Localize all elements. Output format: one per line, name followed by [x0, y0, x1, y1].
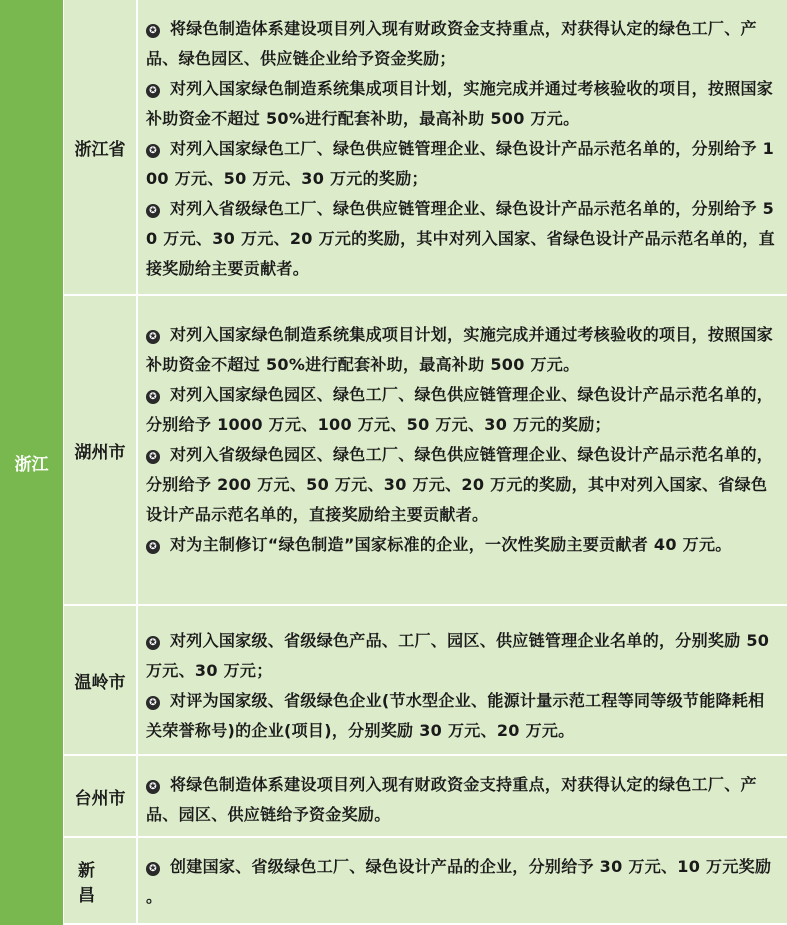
city-cell-wenling: 温岭市	[64, 606, 138, 756]
city-cell-zhejiang: 浙江省	[64, 0, 138, 296]
policy-cell-zhejiang	[138, 0, 787, 296]
star-in-circle-icon: ✪	[146, 862, 160, 876]
city-cell-xinchang: 新昌	[64, 838, 138, 925]
star-in-circle-icon: ✪	[146, 390, 160, 404]
policy-item: ✪ 对列入国家级、省级绿色产品、工厂、园区、供应链管理企业名单的，分别奖励 50 万元、30 万元；	[146, 631, 770, 680]
policy-item: ✪ 对列入国家绿色制造系统集成项目计划，实施完成并通过考核验收的项目，按照国家补助资金不超过 50%进行配套补助，最高补助 500 万元。	[146, 325, 774, 374]
city-cell-taizhou: 台州市	[64, 756, 138, 838]
policy-item: ✪ 对为主制修订“绿色制造”国家标准的企业，一次性奖励主要贡献者 40 万元。	[146, 530, 777, 560]
policy-item: ✪ 创建国家、省级绿色工厂、绿色设计产品的企业，分别给予 30 万元、10 万元奖励 。	[146, 857, 772, 906]
policy-item: ✪ 对列入国家绿色制造系统集成项目计划，实施完成并通过考核验收的项目，按照国家补助资金不超过 50%进行配套补助，最高补助 500 万元。	[146, 79, 774, 128]
star-in-circle-icon: ✪	[146, 696, 160, 710]
star-in-circle-icon: ✪	[146, 330, 160, 344]
star-in-circle-icon: ✪	[146, 204, 160, 218]
policy-cell-taizhou	[138, 756, 787, 838]
policy-item: ✪ 对评为国家级、省级绿色企业(节水型企业、能源计量示范工程等同等级节能降耗相关荣誉称号)的企业(项目)，分别奖励 30 万元、20 万元。	[146, 691, 765, 740]
policy-item: ✪ 对列入国家绿色园区、绿色工厂、绿色供应链管理企业、绿色设计产品示范名单的，分别给予 1000 万元、100 万元、50 万元、30 万元的奖励；	[146, 385, 774, 434]
star-in-circle-icon: ✪	[146, 780, 160, 794]
province-cell: 浙江	[0, 0, 64, 925]
star-in-circle-icon: ✪	[146, 636, 160, 650]
star-in-circle-icon: ✪	[146, 450, 160, 464]
policy-item: ✪ 对列入国家绿色工厂、绿色供应链管理企业、绿色设计产品示范名单的，分别给予 100 万元、50 万元、30 万元的奖励；	[146, 139, 775, 188]
policy-item: ✪ 对列入省级绿色工厂、绿色供应链管理企业、绿色设计产品示范名单的，分别给予 50 万元、30 万元、20 万元的奖励，其中对列入国家、省绿色设计产品示范名单的，直接奖励给主要贡献者。	[146, 199, 775, 278]
policy-item: ✪ 将绿色制造体系建设项目列入现有财政资金支持重点，对获得认定的绿色工厂、产品、绿色园区、供应链企业给予资金奖励；	[146, 19, 757, 68]
policy-cell-wenling	[138, 606, 787, 756]
star-in-circle-icon: ✪	[146, 144, 160, 158]
policy-cell-huzhou	[138, 296, 787, 606]
star-in-circle-icon: ✪	[146, 84, 160, 98]
policy-item: ✪ 对列入省级绿色园区、绿色工厂、绿色供应链管理企业、绿色设计产品示范名单的，分别给予 200 万元、50 万元、30 万元、20 万元的奖励，其中对列入国家、省绿色设计产品示范名单的，直接奖励给主要贡献者。	[146, 445, 774, 524]
city-cell-huzhou: 湖州市	[64, 296, 138, 606]
star-in-circle-icon: ✪	[146, 540, 160, 554]
policy-item: ✪ 将绿色制造体系建设项目列入现有财政资金支持重点，对获得认定的绿色工厂、产品、园区、供应链给予资金奖励。	[146, 775, 757, 824]
policy-cell-xinchang	[138, 838, 787, 925]
star-in-circle-icon: ✪	[146, 24, 160, 38]
